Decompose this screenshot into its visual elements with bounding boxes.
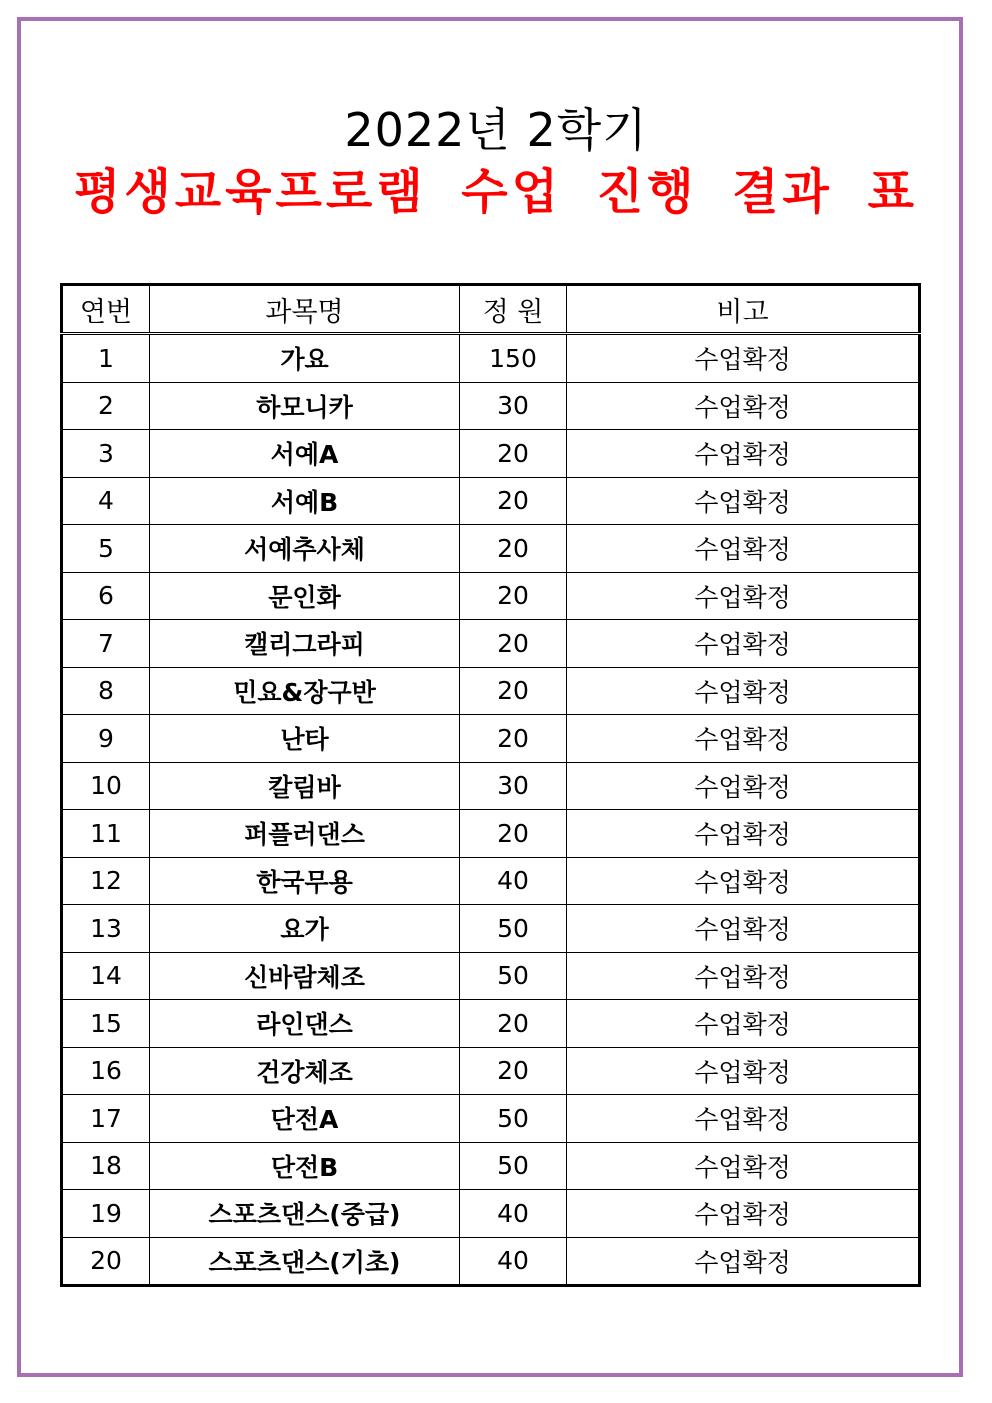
table-row [62, 477, 920, 525]
row-number: 10 [62, 762, 150, 810]
row-course-name: 신바람체조 [150, 952, 460, 1000]
row-course-name: 가요 [150, 334, 460, 383]
row-capacity: 50 [460, 952, 567, 1000]
row-number: 4 [62, 477, 150, 525]
row-number: 20 [62, 1237, 150, 1286]
row-note: 수업확정 [567, 572, 920, 620]
row-number: 12 [62, 857, 150, 905]
row-course-name: 서예B [150, 477, 460, 525]
column-header-number: 연번 [62, 285, 150, 334]
column-header-note: 비고 [567, 285, 920, 334]
row-capacity: 50 [460, 1142, 567, 1190]
row-capacity: 20 [460, 620, 567, 668]
row-number: 3 [62, 430, 150, 478]
row-course-name: 민요&장구반 [150, 667, 460, 715]
row-number: 14 [62, 952, 150, 1000]
table-row [62, 620, 920, 668]
row-course-name: 단전A [150, 1095, 460, 1143]
row-course-name: 한국무용 [150, 857, 460, 905]
table-row [62, 1237, 920, 1286]
row-course-name: 칼림바 [150, 762, 460, 810]
table-row [62, 810, 920, 858]
row-capacity: 20 [460, 1000, 567, 1048]
row-number: 1 [62, 334, 150, 383]
column-header-capacity: 정 원 [460, 285, 567, 334]
row-course-name: 캘리그라피 [150, 620, 460, 668]
table-row [62, 857, 920, 905]
row-note: 수업확정 [567, 525, 920, 573]
row-number: 6 [62, 572, 150, 620]
row-capacity: 20 [460, 572, 567, 620]
row-number: 7 [62, 620, 150, 668]
row-course-name: 라인댄스 [150, 1000, 460, 1048]
row-course-name: 단전B [150, 1142, 460, 1190]
row-capacity: 20 [460, 430, 567, 478]
table-row [62, 715, 920, 763]
row-capacity: 20 [460, 1047, 567, 1095]
table-row [62, 905, 920, 953]
row-note: 수업확정 [567, 1190, 920, 1238]
row-number: 9 [62, 715, 150, 763]
row-note: 수업확정 [567, 430, 920, 478]
table-row [62, 1000, 920, 1048]
table-row [62, 1190, 920, 1238]
table-header-row [62, 285, 920, 334]
row-capacity: 20 [460, 715, 567, 763]
row-note: 수업확정 [567, 715, 920, 763]
row-number: 13 [62, 905, 150, 953]
row-course-name: 문인화 [150, 572, 460, 620]
table-row [62, 382, 920, 430]
row-course-name: 스포츠댄스(중급) [150, 1190, 460, 1238]
row-capacity: 150 [460, 334, 567, 383]
row-note: 수업확정 [567, 1047, 920, 1095]
row-capacity: 30 [460, 762, 567, 810]
row-course-name: 퍼플러댄스 [150, 810, 460, 858]
results-table [60, 283, 921, 1287]
table-row [62, 1142, 920, 1190]
row-number: 19 [62, 1190, 150, 1238]
row-number: 18 [62, 1142, 150, 1190]
row-course-name: 건강체조 [150, 1047, 460, 1095]
row-capacity: 30 [460, 382, 567, 430]
row-number: 8 [62, 667, 150, 715]
row-note: 수업확정 [567, 952, 920, 1000]
row-capacity: 20 [460, 667, 567, 715]
row-note: 수업확정 [567, 382, 920, 430]
row-note: 수업확정 [567, 1000, 920, 1048]
table-row [62, 762, 920, 810]
table-row [62, 334, 920, 383]
row-capacity: 20 [460, 477, 567, 525]
row-note: 수업확정 [567, 334, 920, 383]
row-number: 16 [62, 1047, 150, 1095]
row-capacity: 40 [460, 1190, 567, 1238]
row-capacity: 40 [460, 857, 567, 905]
row-note: 수업확정 [567, 1237, 920, 1286]
row-number: 5 [62, 525, 150, 573]
row-note: 수업확정 [567, 1095, 920, 1143]
row-capacity: 20 [460, 810, 567, 858]
row-number: 11 [62, 810, 150, 858]
row-note: 수업확정 [567, 810, 920, 858]
row-capacity: 50 [460, 1095, 567, 1143]
row-course-name: 하모니카 [150, 382, 460, 430]
page-subtitle: 평생교육프로램 수업 진행 결과 표 [74, 164, 918, 220]
table-row [62, 430, 920, 478]
row-number: 17 [62, 1095, 150, 1143]
table-row [62, 1095, 920, 1143]
row-capacity: 40 [460, 1237, 567, 1286]
row-course-name: 난타 [150, 715, 460, 763]
row-course-name: 서예추사체 [150, 525, 460, 573]
table-row [62, 667, 920, 715]
row-note: 수업확정 [567, 905, 920, 953]
table-row [62, 572, 920, 620]
column-header-course-name: 과목명 [150, 285, 460, 334]
row-course-name: 요가 [150, 905, 460, 953]
table-row [62, 1047, 920, 1095]
row-note: 수업확정 [567, 667, 920, 715]
row-capacity: 20 [460, 525, 567, 573]
table-row [62, 952, 920, 1000]
row-number: 15 [62, 1000, 150, 1048]
row-note: 수업확정 [567, 477, 920, 525]
row-note: 수업확정 [567, 1142, 920, 1190]
table-row [62, 525, 920, 573]
row-note: 수업확정 [567, 857, 920, 905]
row-course-name: 스포츠댄스(기초) [150, 1237, 460, 1286]
row-capacity: 50 [460, 905, 567, 953]
row-note: 수업확정 [567, 620, 920, 668]
row-number: 2 [62, 382, 150, 430]
row-course-name: 서예A [150, 430, 460, 478]
page-title: 2022년 2학기 [344, 103, 648, 157]
row-note: 수업확정 [567, 762, 920, 810]
